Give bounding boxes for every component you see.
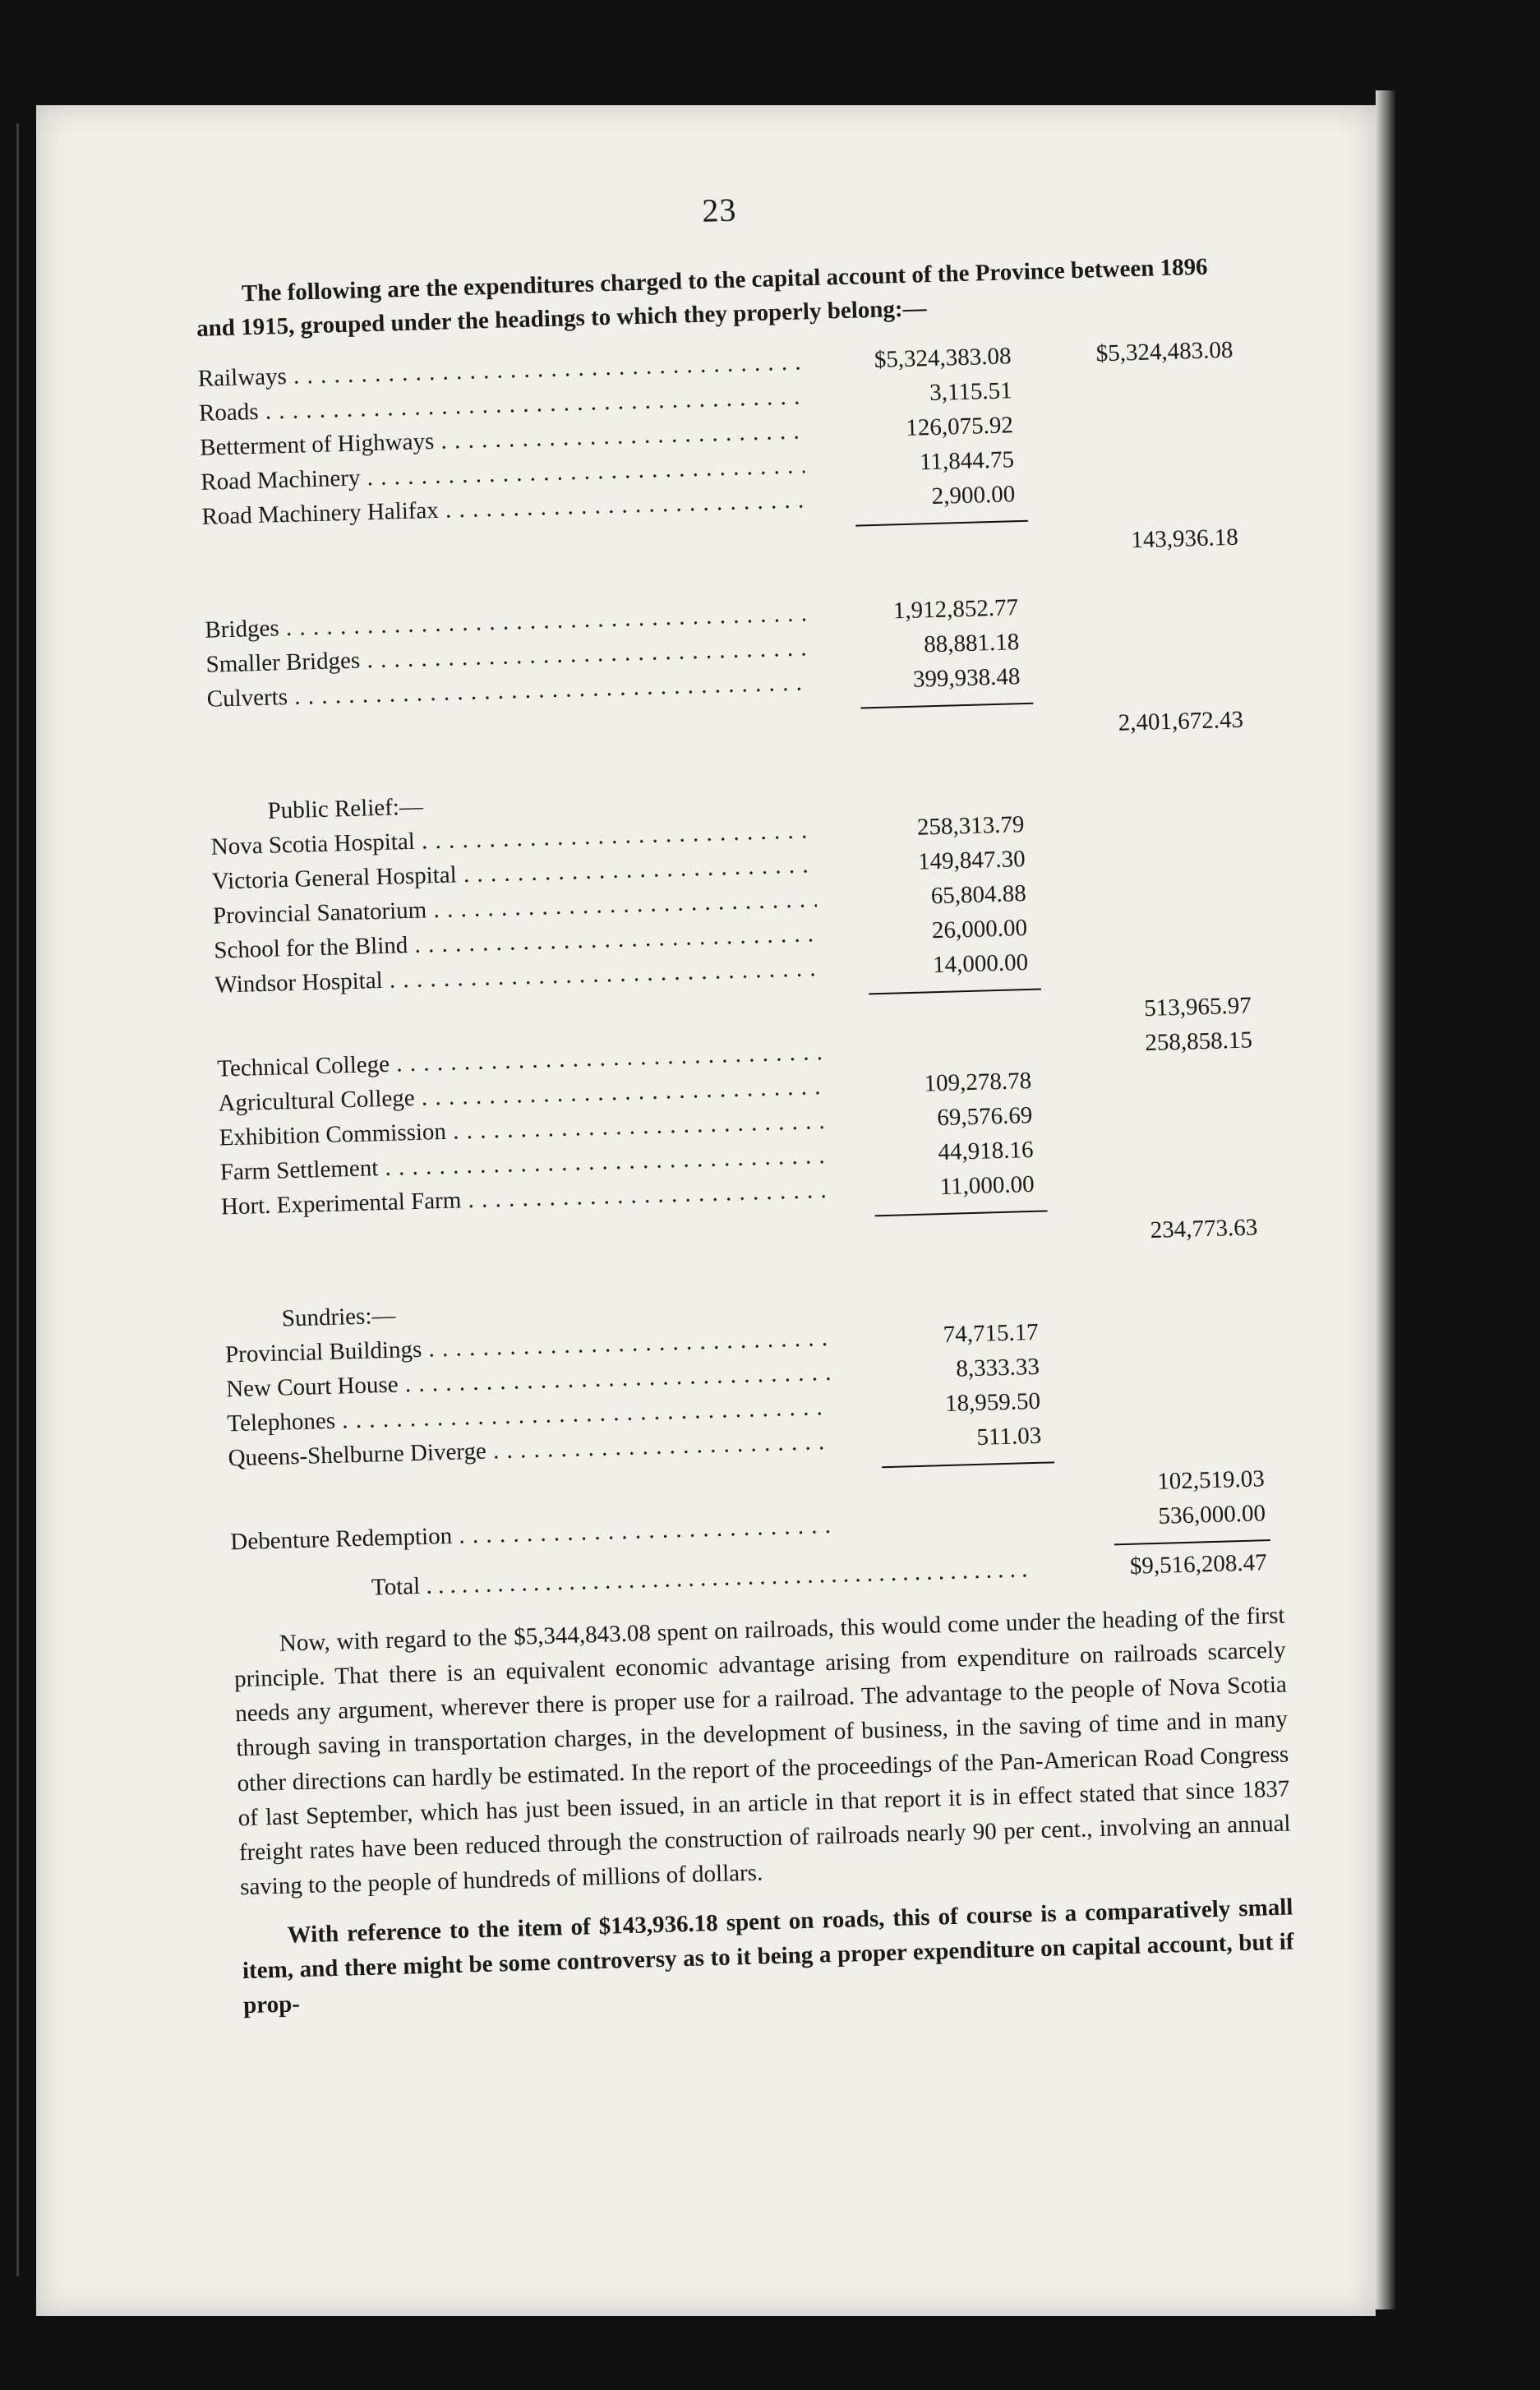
row-label: School for the Blind . . . (214, 920, 818, 965)
row-label: Road Machinery . . . (201, 453, 805, 497)
row-total: 258,858.15 (1144, 1027, 1253, 1057)
row-amount: 3,115.51 (929, 377, 1013, 407)
row-label: Provincial Sanatorium . . . (213, 886, 818, 930)
row-label: Exhibition Commission . . . (219, 1108, 823, 1152)
page-edge (1376, 90, 1395, 2309)
row-amount: 18,959.50 (944, 1388, 1041, 1418)
row-amount: 149,847.30 (917, 846, 1026, 876)
row-label: Victoria General Hospital . . . (212, 852, 817, 897)
body-paragraph-2: With reference to the item of $143,936.18 spent on roads, this of course is a comparatively small item, and there might be some controversy as to it being a proper expenditure on capital account, but if prop- (242, 1894, 1294, 2019)
row-label: Debenture Redemption . . . (230, 1512, 835, 1557)
public-relief-heading: Public Relief:— (267, 793, 424, 825)
row-label: Betterment of Highways . . . (200, 418, 805, 463)
row-label: Railways . . . (197, 349, 802, 394)
row-amount: 74,715.17 (943, 1319, 1040, 1349)
row-total: $5,324,483.08 (1095, 337, 1233, 367)
row-label: Culverts . . . (206, 670, 811, 714)
row-amount: 88,881.18 (923, 629, 1020, 658)
row-total: 234,773.63 (1150, 1214, 1258, 1244)
row-label: Smaller Bridges . . . (205, 635, 810, 680)
row-amount: 14,000.00 (932, 949, 1029, 979)
row-amount: 258,313.79 (916, 811, 1025, 842)
row-label: Provincial Buildings . . . (225, 1325, 830, 1369)
intro-paragraph: The following are the expenditures charged to the capital account of the Province between 1896 and 1915, grouped under the headings to which they properly belong:— (196, 253, 1209, 343)
binding-shadow (16, 123, 19, 2277)
row-label: Road Machinery Halifax . . . (201, 487, 806, 532)
row-label: Technical College . . . (217, 1039, 822, 1083)
row-amount: 44,918.16 (938, 1137, 1034, 1166)
grand-total-value: $9,516,208.47 (1129, 1549, 1268, 1580)
row-amount: 126,075.92 (905, 412, 1014, 442)
row-label: New Court House . . . (226, 1359, 831, 1404)
row-amount: 11,844.75 (919, 446, 1015, 476)
row-label: Queens-Shelburne Diverge . . . (228, 1428, 832, 1473)
sundries-heading: Sundries:— (281, 1302, 396, 1332)
body-paragraph-1: Now, with regard to the $5,344,843.08 spent on railroads, this would come under the heading of the first principle. That there is an equivalent economic advantage arising from expenditure on railroads scarcely needs any argument, wherever there is proper use for a railroad. The advantage to the people of Nova Scotia through saving in transportation charges, in the development of business, in the saving of time and in many other directions can hardly be estimated. In the report of the proceedings of the Pan-American Road Congress of last September, which has just been issued, in an article in that report it is in effect stated that since 1837 freight rates have been reduced through the construction of railroads nearly 90 per cent., involving an annual saving to the people of hundreds of millions of dollars. (233, 1602, 1291, 1900)
row-amount: 511.03 (976, 1423, 1042, 1451)
row-total: 143,936.18 (1130, 524, 1239, 554)
row-label: Farm Settlement . . . (219, 1142, 824, 1187)
row-label: Roads . . . (199, 384, 804, 428)
page-content (193, 176, 1295, 2023)
row-label: Windsor Hospital . . . (214, 955, 819, 999)
row-amount: $5,324,383.08 (874, 343, 1012, 374)
row-amount: 26,000.00 (931, 915, 1028, 944)
row-total: 536,000.00 (1158, 1500, 1266, 1530)
row-label: Agricultural College . . . (218, 1073, 823, 1118)
row-amount: 65,804.88 (930, 880, 1027, 910)
row-total: 513,965.97 (1143, 992, 1252, 1022)
expenditure-table (197, 337, 1284, 1613)
page-number: 23 (701, 191, 738, 229)
row-amount: 1,912,852.77 (892, 594, 1019, 625)
row-label: Bridges . . . (205, 601, 809, 645)
row-total: 102,519.03 (1156, 1465, 1266, 1496)
row-amount: 69,576.69 (936, 1102, 1033, 1132)
row-label: Nova Scotia Hospital . . . (210, 818, 815, 862)
row-amount: 399,938.48 (912, 663, 1021, 694)
row-label: Hort. Experimental Farm . . . (221, 1177, 826, 1221)
row-amount: 8,333.33 (955, 1354, 1040, 1382)
row-total: 2,401,672.43 (1118, 706, 1244, 737)
grand-total-label: Total . . . (371, 1557, 1030, 1602)
row-amount: 11,000.00 (939, 1171, 1035, 1201)
row-amount: 109,278.78 (924, 1068, 1032, 1097)
row-amount: 2,900.00 (931, 481, 1016, 510)
row-label: Telephones . . . (227, 1394, 832, 1438)
